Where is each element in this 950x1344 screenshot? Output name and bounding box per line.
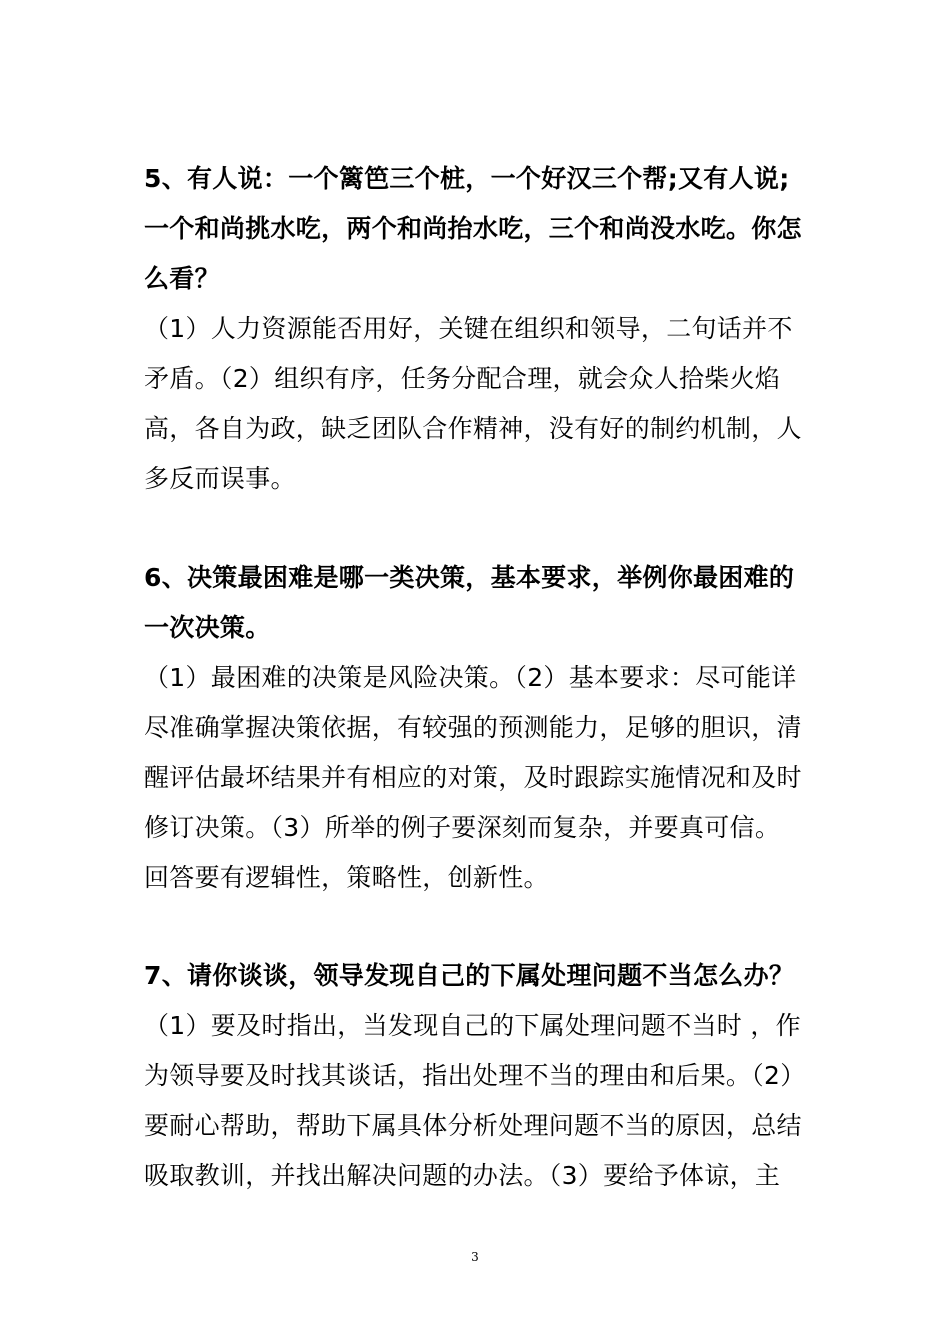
answer-7-line-2: 为领导要及时找其谈话，指出处理不当的理由和后果。（2） [144, 1061, 806, 1090]
question-7-line-1: 7、请你谈谈，领导发现自己的下属处理问题不当怎么办？ [144, 961, 795, 990]
answer-7-line-1: （1）要及时指出，当发现自己的下属处理问题不当时 ，作 [144, 1011, 801, 1040]
answer-6-line-4: 修订决策。（3）所举的例子要深刻而复杂，并要真可信。 [144, 813, 781, 842]
answer-7-line-3: 要耐心帮助，帮助下属具体分析处理问题不当的原因，总结 [144, 1111, 802, 1140]
answer-7-line-4: 吸取教训，并找出解决问题的办法。（3）要给予体谅，主 [144, 1161, 781, 1190]
question-5-line-3: 么看？ [144, 264, 220, 293]
answer-6-line-5: 回答要有逻辑性，策略性，创新性。 [144, 863, 549, 892]
question-6-line-2: 一次决策。 [144, 613, 271, 642]
page-number: 3 [471, 1250, 479, 1264]
answer-5-line-2: 矛盾。（2）组织有序，任务分配合理，就会众人拾柴火焰 [144, 364, 781, 393]
answer-6-line-3: 醒评估最坏结果并有相应的对策，及时跟踪实施情况和及时 [144, 763, 802, 792]
question-5-line-1: 5、有人说：一个篱笆三个桩，一个好汉三个帮;又有人说; [144, 164, 790, 193]
answer-6-line-2: 尽准确掌握决策依据，有较强的预测能力，足够的胆识，清 [144, 713, 802, 742]
question-6-line-1: 6、决策最困难是哪一类决策，基本要求，举例你最困难的 [144, 563, 795, 592]
answer-5-line-1: （1）人力资源能否用好，关键在组织和领导，二句话并不 [144, 314, 793, 343]
question-5-line-2: 一个和尚挑水吃，两个和尚抬水吃，三个和尚没水吃。你怎 [144, 214, 802, 243]
answer-6-line-1: （1）最困难的决策是风险决策。（2）基本要求：尽可能详 [144, 663, 797, 692]
answer-5-line-4: 多反而误事。 [144, 464, 296, 493]
answer-5-line-3: 高，各自为政，缺乏团队合作精神，没有好的制约机制，人 [144, 414, 802, 443]
